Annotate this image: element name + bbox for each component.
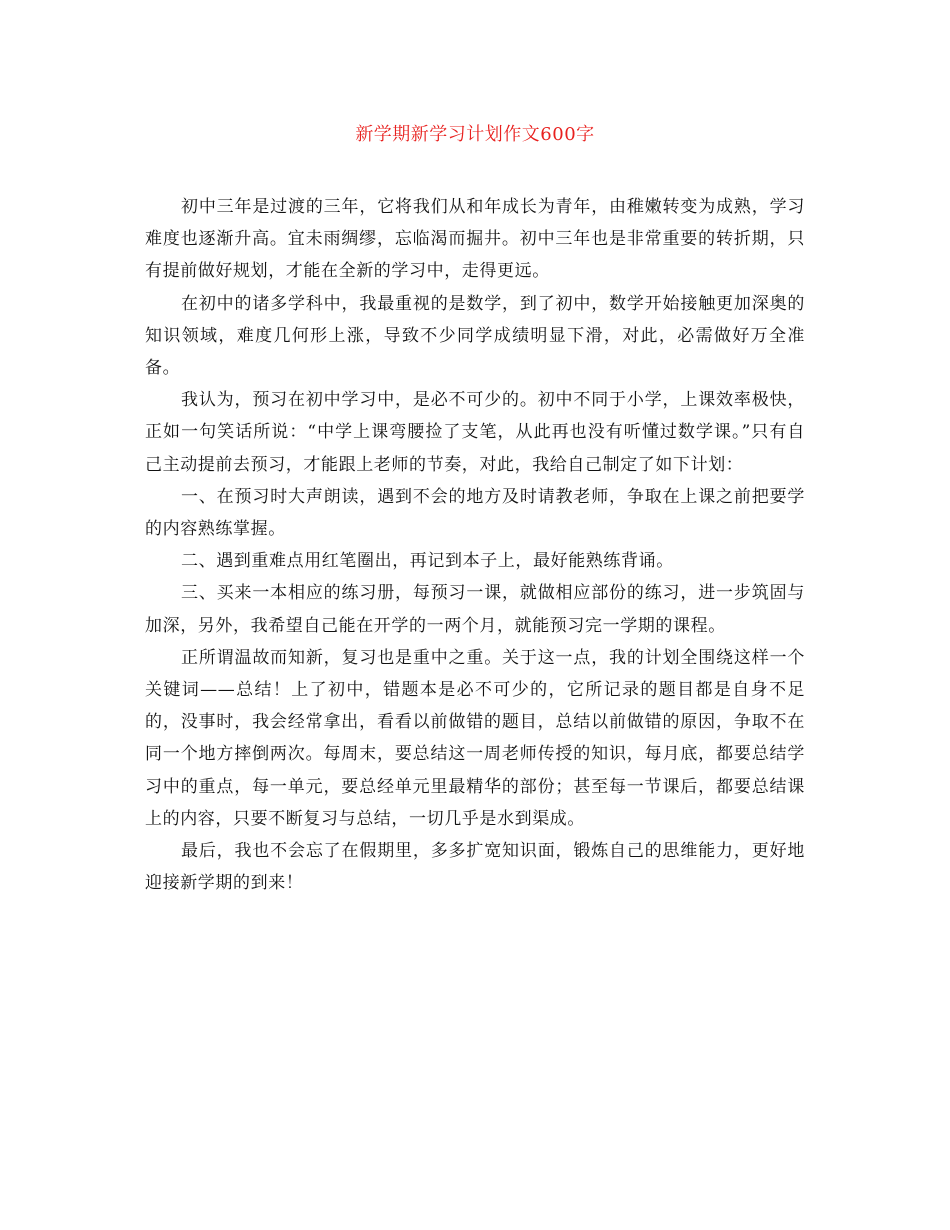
document-body: [145, 191, 805, 899]
document-title: 新学期新学习计划作文600字: [355, 124, 595, 145]
paragraph-3: 我认为，预习在初中学习中，是必不可少的。初中不同于小学，上课效率极快，正如一句笑话所说：“中学上课弯腰捡了支笔，从此再也没有听懂过数学课。”只有自己主动提前去预习，才能跟上老师的节奏，对此，我给自己制定了如下计划：: [145, 390, 805, 475]
paragraph-4: 一、在预习时大声朗读，遇到不会的地方及时请教老师，争取在上课之前把要学的内容熟练掌握。: [145, 486, 805, 540]
paragraph-5: 二、遇到重难点用红笔圈出，再记到本子上，最好能熟练背诵。: [181, 551, 674, 572]
paragraph-2: 在初中的诸多学科中，我最重视的是数学，到了初中，数学开始接触更加深奥的知识领域，难度几何形上涨，导致不少同学成绩明显下滑，对此，必需做好万全准备。: [145, 293, 805, 379]
paragraph-7: 正所谓温故而知新，复习也是重中之重。关于这一点，我的计划全围绕这样一个关键词——总结！上了初中，错题本是必不可少的，它所记录的题目都是自身不足的，没事时，我会经常拿出，看看以前做错的题目，总结以前做错的原因，争取不在同一个地方摔倒两次。每周末，要总结这一周老师传授的知识，每月底，都要总结学习中的重点，每一单元，要总经单元里最精华的部份；甚至每一节课后，都要总结课上的内容，只要不断复习与总结，一切几乎是水到渠成。: [145, 647, 805, 829]
paragraph-1: 初中三年是过渡的三年，它将我们从和年成长为青年，由稚嫩转变为成熟，学习难度也逐渐升高。宜未雨绸缪，忘临渴而掘井。初中三年也是非常重要的转折期，只有提前做好规划，才能在全新的学习中，走得更远。: [145, 197, 805, 282]
paragraph-8: 最后，我也不会忘了在假期里，多多扩宽知识面，锻炼自己的思维能力，更好地迎接新学期的到来！: [145, 841, 805, 894]
paragraph-6: 三、买来一本相应的练习册，每预习一课，就做相应部份的练习，进一步筑固与加深，另外，我希望自己能在开学的一两个月，就能预习完一学期的课程。: [145, 583, 805, 636]
